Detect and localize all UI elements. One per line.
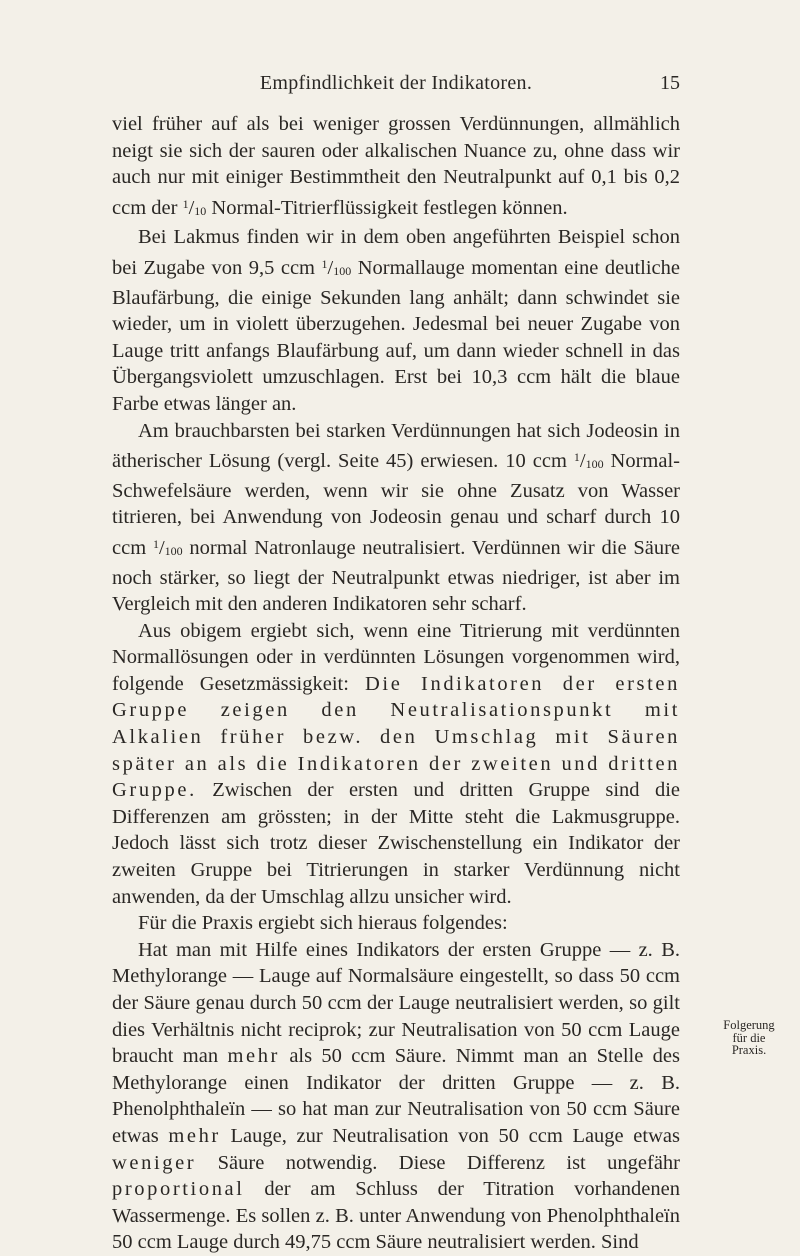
text-run: der am Schluss der Titration vorhandenen Wassermenge. Es sollen z. B. unter Anwendung von Phenolphthaleïn 50 ccm Lauge durch 49,75 ccm Säure neutralisiert werden. Sind [112, 1178, 680, 1254]
fraction-slash: / [327, 256, 334, 279]
fraction-numerator: 1 [152, 536, 159, 551]
fraction [183, 197, 207, 219]
text-run: Für die Praxis ergiebt sich hieraus folgendes: [138, 912, 508, 935]
text-run: Zwischen der ersten und dritten Gruppe sind die Differenzen am grössten; in der Mitte steht die Lakmusgruppe. Jedoch lässt sich trotz dieser Zwischenstellung ein Indikator der zweiten Gruppe bei Titrierungen in starker Verdünnung nicht anwenden, da der Umschlag allzu unsicher wird. [112, 779, 680, 908]
body-text [112, 111, 680, 1256]
fraction-slash: / [579, 450, 586, 473]
emphasis-spaced: proportional [112, 1178, 245, 1201]
paragraph [112, 937, 680, 1256]
paragraph [112, 910, 680, 937]
paragraph [112, 224, 680, 417]
fraction-denominator: 100 [164, 543, 183, 558]
text-run: normal Natronlauge neutralisiert. Verdünnen wir die Säure noch stärker, so liegt der Neutralpunkt etwas niedriger, ist aber im Vergleich mit den anderen Indikatoren sehr scharf. [112, 536, 680, 616]
text-run: Normallauge momentan eine deutliche Blaufärbung, die einige Sekunden lang anhält; dann schwindet sie wieder, um in violett überzugehen. Jedesmal bei neuer Zugabe von Lauge tritt anfangs Blaufärbung auf, um dann wieder schnell in das Übergangsviolett umzuschlagen. Erst bei 10,3 ccm hält die blaue Farbe etwas länger an. [112, 256, 680, 415]
paragraph [112, 618, 680, 911]
text-run: viel früher auf als bei weniger grossen Verdünnungen, allmählich neigt sie sich der sauren oder alkalischen Nuance zu, ohne dass wir auch nur mit einiger Bestimmtheit den Neutralpunkt auf 0,1 bis 0,2 ccm der [112, 113, 680, 219]
text-run: Bei Lakmus finden wir in dem oben angeführten Beispiel schon bei Zugabe von 9,5 ccm [112, 226, 680, 279]
fraction [153, 537, 183, 559]
paragraph [112, 111, 680, 224]
emphasis-spaced: mehr [227, 1045, 280, 1068]
fraction-denominator: 100 [333, 263, 352, 278]
text-run: Am brauchbarsten bei starken Verdünnungen hat sich Jodeosin in ätherischer Lösung (vergl. Seite 45) erwiesen. 10 ccm [112, 419, 680, 473]
fraction-numerator: 1 [573, 450, 580, 465]
fraction-slash: / [158, 536, 165, 559]
fraction-slash: / [188, 196, 195, 219]
emphasis-spaced: mehr [168, 1124, 221, 1147]
margin-note-line: Folgerung [723, 1018, 775, 1032]
text-run: Normal-Titrierflüssigkeit festlegen können. [206, 196, 568, 219]
text-run: Lauge, zur Neutralisation von 50 ccm Lauge etwas [220, 1124, 680, 1147]
margin-note-line: für die [732, 1030, 766, 1045]
text-run: als 50 ccm Säure. Nimmt man an Stelle des Methylorange einen Indikator der dritten Gruppe — z. B. Phenolphthaleïn — so hat man zur Neutralisation von 50 ccm Säure etwas [112, 1045, 680, 1147]
text-run: Hat man mit Hilfe eines Indikators der ersten Gruppe — z. B. Methylorange — Lauge auf Normalsäure eingestellt, so dass 50 ccm der Säure genau durch 50 ccm der Lauge neutralisiert werden, so gilt dies Verhältnis nicht reciprok; zur Neutralisation von 50 ccm Lauge braucht man [112, 938, 680, 1068]
margin-note-line: Praxis. [731, 1043, 767, 1057]
margin-note [704, 1019, 794, 1057]
fraction [322, 257, 352, 279]
paragraph [112, 418, 680, 618]
emphasis-spaced: Die Indikatoren der ersten Gruppe zeigen den Neutralisationspunkt mit Alkalien früher bezw. den Umschlag mit Säuren später an als die Indikatoren der zweiten und dritten Gruppe. [112, 672, 680, 802]
fraction-numerator: 1 [182, 196, 189, 211]
text-run: Aus obigem ergiebt sich, wenn eine Titrierung mit verdünnten Normallösungen oder in verdünnten Lösungen vorgenommen wird, folgende Gesetzmässigkeit: [112, 619, 680, 695]
fraction-denominator: 10 [194, 203, 207, 218]
fraction-numerator: 1 [321, 256, 328, 271]
running-title: Empfindlichkeit der Indikatoren. [259, 72, 533, 94]
text-run: Normal-Schwefelsäure werden, wenn wir sie ohne Zusatz von Wasser titrieren, bei Anwendung von Jodeosin genau und scharf durch 10 ccm [112, 450, 681, 559]
fraction-denominator: 100 [585, 457, 604, 472]
page-header [112, 72, 680, 100]
page-number: 15 [660, 72, 680, 94]
emphasis-spaced: weniger [112, 1151, 197, 1174]
fraction [574, 450, 604, 472]
text-run: Säure notwendig. Diese Differenz ist ungefähr [196, 1151, 680, 1174]
